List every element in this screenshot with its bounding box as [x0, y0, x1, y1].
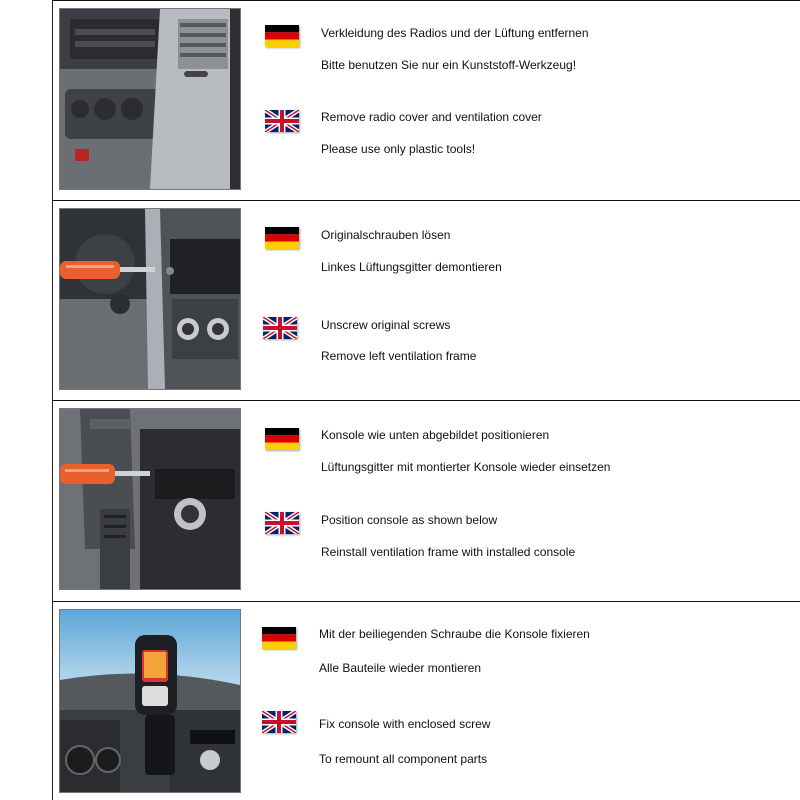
step-2-photo [59, 208, 241, 390]
step-3-en-line-2: Reinstall ventilation frame with installed console [321, 545, 576, 559]
step-2 [53, 200, 800, 400]
step-1-en-line-1: Remove radio cover and ventilation cover [321, 110, 542, 124]
german-flag-icon [265, 227, 299, 249]
step-3-de-line-1: Konsole wie unten abgebildet positionieren [321, 428, 550, 442]
step-1-photo [59, 8, 241, 190]
uk-flag-icon [262, 711, 296, 733]
german-flag-icon [265, 428, 299, 450]
step-1 [53, 0, 800, 200]
uk-flag-icon [265, 110, 299, 132]
step-4-en-line-2: To remount all component parts [319, 752, 488, 766]
step-2-en-line-1: Unscrew original screws [321, 318, 451, 332]
uk-flag-icon [265, 512, 299, 534]
step-1-de-line-1: Verkleidung des Radios und der Lüftung entfernen [321, 26, 589, 40]
german-flag-icon [262, 627, 296, 649]
step-2-de-line-1: Originalschrauben lösen [321, 228, 451, 242]
german-flag-icon [265, 25, 299, 47]
step-4-de-line-2: Alle Bauteile wieder montieren [319, 661, 482, 675]
step-4-en-line-1: Fix console with enclosed screw [319, 717, 491, 731]
step-2-en-line-2: Remove left ventilation frame [321, 349, 477, 363]
uk-flag-icon [263, 317, 297, 339]
step-3 [53, 400, 800, 601]
step-3-de-line-2: Lüftungsgitter mit montierter Konsole wieder einsetzen [321, 460, 611, 474]
step-4 [53, 601, 800, 800]
step-1-de-line-2: Bitte benutzen Sie nur ein Kunststoff-Werkzeug! [321, 58, 577, 72]
step-4-de-line-1: Mit der beiliegenden Schraube die Konsole fixieren [319, 627, 590, 641]
step-1-en-line-2: Please use only plastic tools! [321, 142, 476, 156]
step-2-de-line-2: Linkes Lüftungsgitter demontieren [321, 260, 502, 274]
step-3-photo [59, 408, 241, 590]
step-4-photo [59, 609, 241, 793]
step-3-en-line-1: Position console as shown below [321, 513, 498, 527]
